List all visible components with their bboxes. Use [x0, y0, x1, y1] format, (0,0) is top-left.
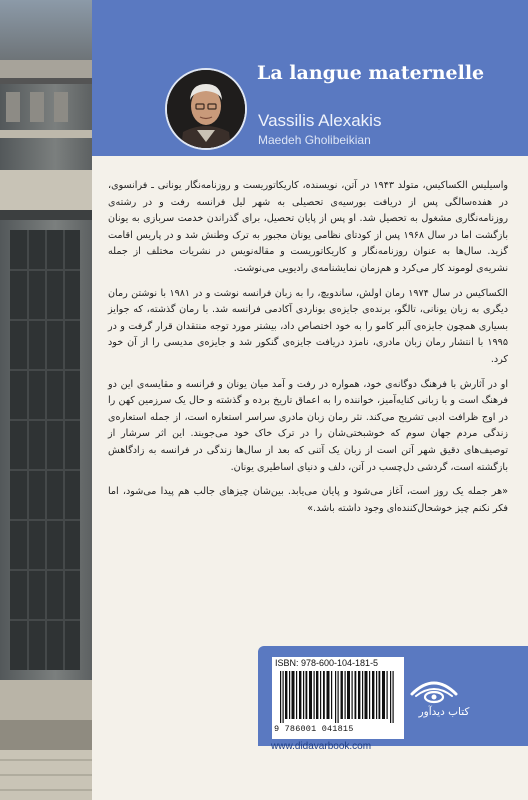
barcode: [278, 671, 398, 723]
blurb-paragraph: واسیلیس الکساکیس، متولد ۱۹۴۳ در آتن، نویسنده، کاریکاتوریست و روزنامه‌نگار یونانی ـ فرانسوی، در هفده‌سالگی پس از دریافت بورسیه‌ی تحصیلی به شهر لیل فرانسه رفت و در رشته‌ی روزنامه‌نگاری مشغول به تحصیل شد. او پس از پایان تحصیل، برای گذراندن خدمت سربازی به یونان بازگشت اما در سال ۱۹۶۸ پس از کودتای نظامی یونان مجبور به ترک وطنش شد و در پاریس اقامت گزید. سال‌ها به عنوان روزنامه‌نگار و کاریکاتوریست و مقاله‌نویس در نشریات مختلف از جمله نشریه‌ی لوموند کار می‌کرد و هم‌زمان نمایشنامه‌ی رادیویی می‌نوشت.: [108, 180, 508, 274]
author-portrait: [165, 68, 247, 150]
isbn-number: ISBN: 978-600-104-181-5: [275, 658, 379, 668]
building-photo: [0, 0, 92, 800]
publisher-logo-icon: [408, 676, 460, 706]
blurb-text: [108, 178, 508, 525]
blurb-paragraph: او در آثارش با فرهنگ دوگانه‌ی خود، همواره در رفت و آمد میان یونان و فرانسه و مقایسه‌ی این دو فرهنگ است و با زبانی کنایه‌آمیز، خواننده را به اعماق تاریخ برده و گذشته و حال یک سرزمین کهن را در اوج ظرافت ادبی تشریح می‌کند. نثر رمان زبان مادری سراسر استعاره است، از جمله استعاره‌ی زندگی مردم جهان سوم که خوشبختی‌شان را در ترک خاک خود می‌جویند. این اثر سرشار از توصیف‌های دقیق شهر آتن است از زبان یک آتنی که بعد از سال‌ها زندگی در فرانسه به زادگاهش بازگشته است، گردشی دل‌چسب در آتن، دلف و دنیای اساطیری یونان.: [108, 378, 508, 473]
barcode-digits: 9 786001 041815: [274, 724, 354, 734]
translator-name: Maedeh Gholibeikian: [258, 133, 371, 147]
author-name: Vassilis Alexakis: [258, 111, 382, 130]
publisher-website: www.didavarbook.com: [271, 741, 372, 752]
publisher-name: کتاب دیدآور: [418, 706, 470, 718]
book-quote: «هر جمله یک روز است، آغاز می‌شود و پایان می‌یابد. بین‌شان چیزهای جالب هم پیدا می‌شود، اما فکر نکنم چیز خوشحال‌کننده‌ای وجود داشته باشد.»: [108, 486, 508, 514]
isbn-barcode-box: [272, 657, 404, 739]
book-title: La langue maternelle: [257, 62, 485, 84]
author-portrait-image: [167, 70, 245, 148]
blurb-paragraph: الکساکیس در سال ۱۹۷۴ رمان اولش، ساندویچ، را به زبان فرانسه نوشت و در ۱۹۸۱ با نوشتن رمان دیگری به زبان یونانی، تالگو، برنده‌ی جایزه‌ی بوناردی آکادمی فرانسه شد. با رمان گذشته، که جوایز بسیاری همچون جایزه‌ی آلبر کامو را به خود اختصاص داد، بیشتر مورد توجه منتقدان قرار گرفت و در ۱۹۹۵ با انتشار رمان زبان مادری، نامزد دریافت جایزه‌ی گنکور شد و جایزه‌ی مدیسی را از آن خود کرد.: [108, 287, 508, 365]
building-photo-strip: [0, 0, 92, 800]
